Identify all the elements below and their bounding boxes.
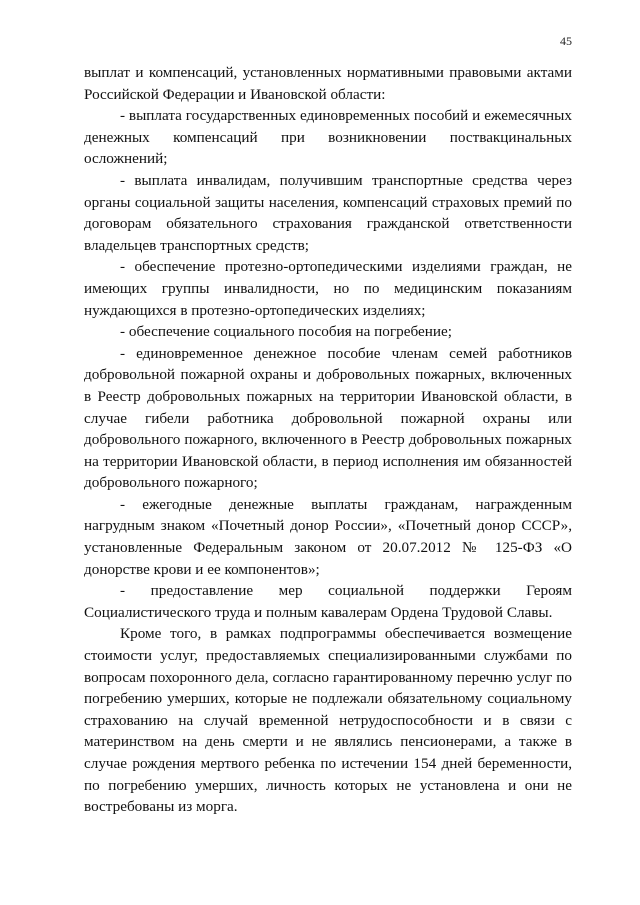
- list-item-insurance-compensation: - выплата инвалидам, получившим транспортные средства через органы социальной защиты населения, компенсаций страховых премий по договорам обязательного страхования гражданской ответственности владельцев транспортных средств;: [84, 171, 572, 254]
- list-item-prosthetic-supply: - обеспечение протезно-ортопедическими изделиями граждан, не имеющих группы инвалидности, но по медицинским показаниям нуждающихся в протезно-ортопедических изделиях;: [84, 258, 572, 319]
- list-item-firefighter-family-allowance: - единовременное денежное пособие членам семей работников добровольной пожарной охраны и добровольных пожарных, включенных в Реестр добровольных пожарных на территории Ивановской области, в случае гибели работника добровольной пожарной охраны или добровольного пожарного, включенного в Реестр добровольных пожарных на территории Ивановской области, в период исполнения им обязанностей добровольного пожарного;: [84, 344, 572, 492]
- list-item-burial-allowance: - обеспечение социального пособия на погребение;: [120, 323, 452, 341]
- list-item-vaccination-benefits: - выплата государственных единовременных пособий и ежемесячных денежных компенсаций при возникновении поствакцинальных осложнений;: [84, 107, 572, 168]
- list-item-heroes-support: - предоставление мер социальной поддержки Героям Социалистического труда и полным кавалерам Ордена Трудовой Славы.: [84, 582, 572, 621]
- paragraph-continuation: выплат и компенсаций, установленных нормативными правовыми актами Российской Федерации и Ивановской области:: [84, 64, 572, 103]
- document-body: [84, 62, 572, 818]
- page-number: 45: [560, 34, 572, 48]
- paragraph-funeral-services: Кроме того, в рамках подпрограммы обеспечивается возмещение стоимости услуг, предоставляемых специализированными службами по вопросам похоронного дела, согласно гарантированному перечню услуг по погребению умерших, которые не подлежали обязательному социальному страхованию на случай временной нетрудоспособности и в связи с материнством на день смерти и не являлись пенсионерами, а также в случае рождения мертвого ребенка по истечении 154 дней беременности, по погребению умерших, личность которых не установлена и они не востребованы из морга.: [84, 625, 572, 816]
- list-item-donor-payments: - ежегодные денежные выплаты гражданам, награжденным нагрудным знаком «Почетный донор России», «Почетный донор СССР», установленные Федеральным законом от 20.07.2012 № 125-ФЗ «О донорстве крови и ее компонентов»;: [84, 495, 572, 578]
